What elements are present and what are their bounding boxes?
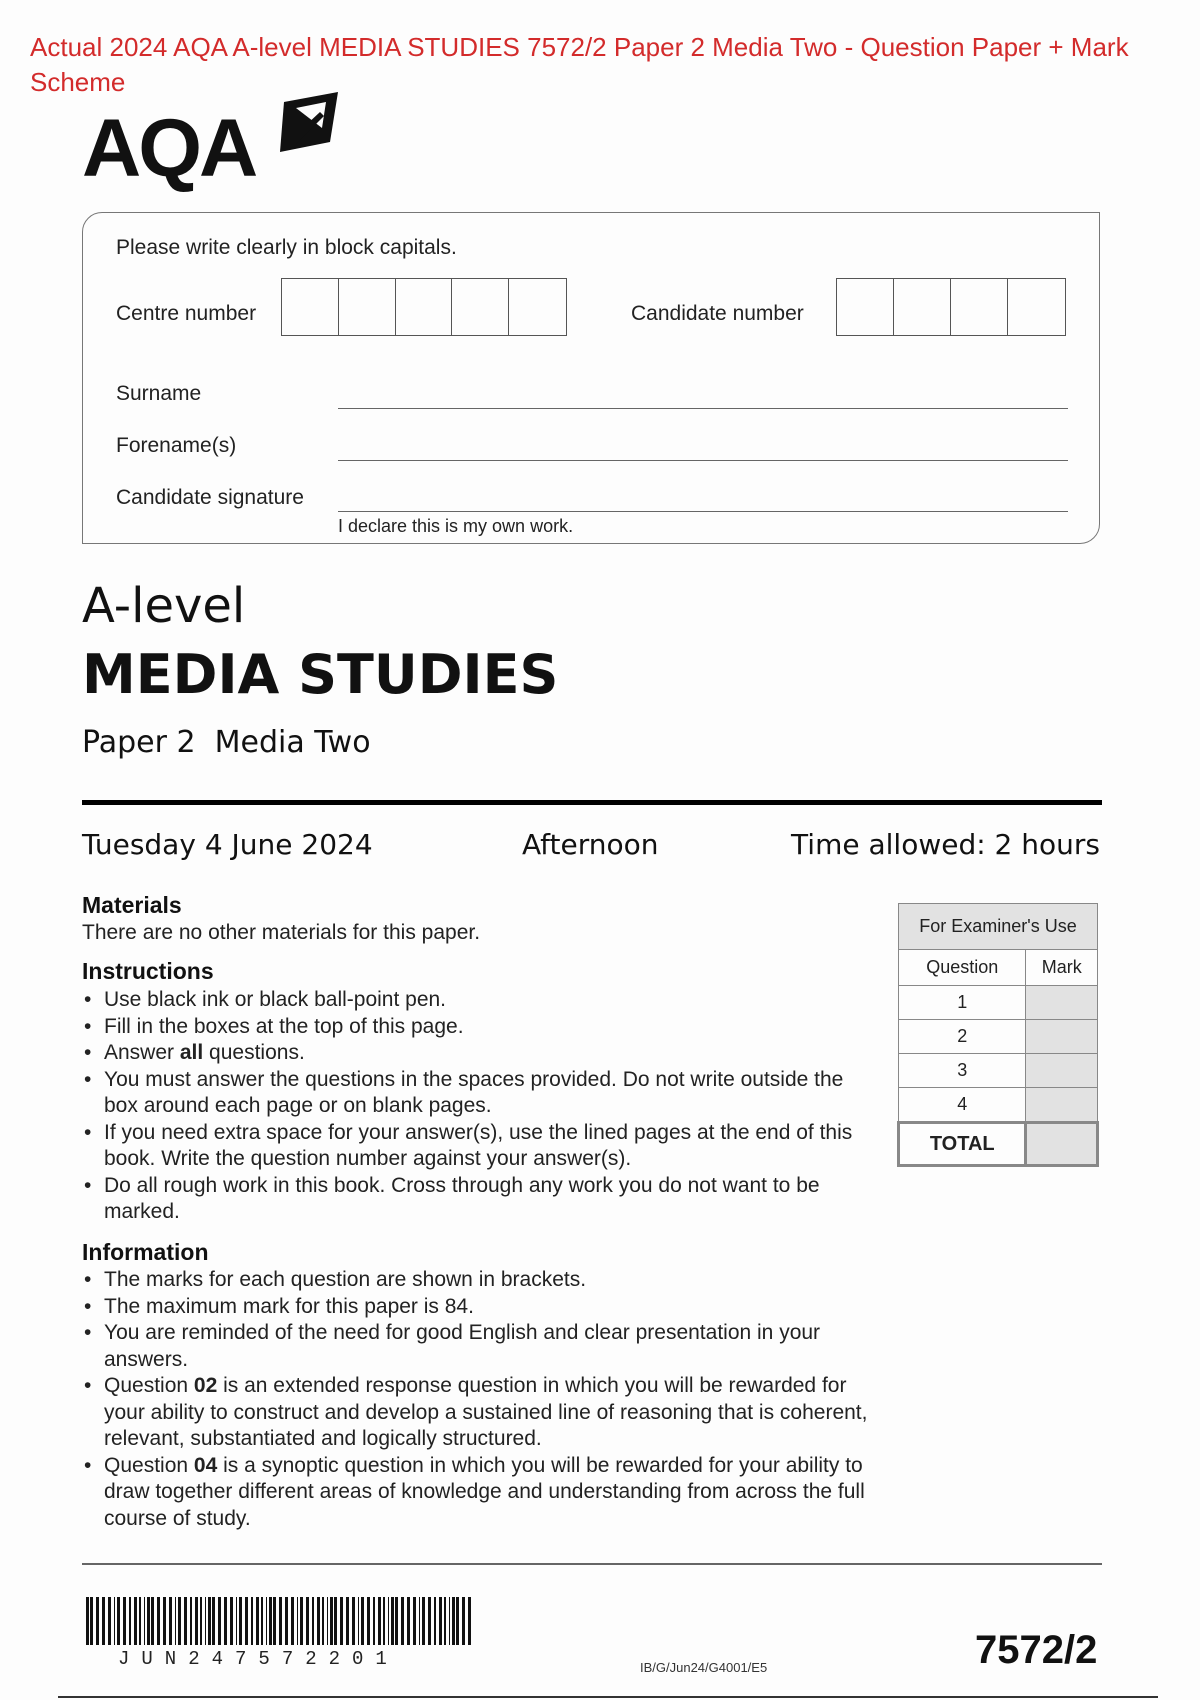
examiner-use-table — [897, 903, 1099, 1167]
barcode-bar — [444, 1597, 446, 1645]
qualification-level: A-level — [82, 578, 246, 634]
barcode-bar — [352, 1597, 355, 1645]
barcode-bar — [144, 1597, 145, 1645]
time-allowed: Time allowed: 2 hours — [791, 828, 1100, 861]
barcode-bar — [456, 1597, 459, 1645]
barcode-bar — [245, 1597, 248, 1645]
barcode-bar — [102, 1597, 105, 1645]
barcode-bar — [452, 1597, 455, 1645]
forename-label: Forename(s) — [116, 434, 237, 457]
barcode-bar — [163, 1597, 166, 1645]
barcode-bar — [317, 1597, 320, 1645]
exam-session: Afternoon — [522, 828, 659, 861]
barcode-bar — [439, 1597, 442, 1645]
list-item: • You are reminded of the need for good English and clear presentation in your answers. — [82, 1320, 892, 1373]
barcode-bar — [86, 1597, 89, 1645]
document-title: Actual 2024 AQA A-level MEDIA STUDIES 7572/2 Paper 2 Media Two - Question Paper + Mark Scheme — [30, 32, 1129, 97]
barcode-bar — [395, 1597, 398, 1645]
instructions-list — [82, 987, 882, 1226]
barcode-bar — [434, 1597, 436, 1645]
divider — [82, 800, 1102, 805]
information-heading: Information — [82, 1239, 209, 1265]
barcode-bar — [413, 1597, 416, 1645]
mark-cell — [1026, 1054, 1098, 1088]
barcode-bar — [108, 1597, 111, 1645]
barcode-bar — [157, 1597, 160, 1645]
centre-number-boxes[interactable] — [281, 278, 567, 336]
list-item: • Answer all questions. — [82, 1040, 882, 1067]
barcode-bar — [358, 1597, 359, 1645]
mark-cell — [1026, 986, 1098, 1020]
barcode-bar — [224, 1597, 227, 1645]
document-reference: IB/G/Jun24/G4001/E5 — [640, 1660, 768, 1675]
candidate-number-label: Candidate number — [631, 302, 804, 325]
barcode-bar — [462, 1597, 465, 1645]
barcode-bar — [175, 1597, 176, 1645]
list-item: • Question 04 is a synoptic question in which you will be rewarded for your ability to draw together different areas of knowledge and understanding from across the full course of study. — [82, 1453, 892, 1533]
examiner-table-title: For Examiner's Use — [899, 904, 1098, 950]
barcode-bar — [218, 1597, 221, 1645]
barcode-bar — [373, 1597, 375, 1645]
centre-number-label: Centre number — [116, 302, 257, 325]
aqa-flag-icon — [280, 92, 356, 154]
list-item: • The marks for each question are shown in brackets. — [82, 1267, 892, 1294]
subject-name: MEDIA STUDIES — [82, 643, 559, 706]
barcode-bar — [330, 1597, 333, 1645]
barcode-bar — [306, 1597, 309, 1645]
barcode-bar — [134, 1597, 137, 1645]
question-number: 4 — [899, 1088, 1026, 1123]
barcode-bar — [449, 1597, 450, 1645]
barcode-bar — [383, 1597, 385, 1645]
barcode — [86, 1597, 472, 1652]
barcode-bar — [96, 1597, 99, 1645]
barcode-bar — [312, 1597, 314, 1645]
block-capitals-instruction: Please write clearly in block capitals. — [116, 236, 457, 259]
candidate-digit-box[interactable] — [1008, 279, 1065, 335]
question-number: 1 — [899, 986, 1026, 1020]
declaration-text: I declare this is my own work. — [338, 516, 574, 536]
barcode-bar — [205, 1597, 206, 1645]
barcode-bar — [422, 1597, 425, 1645]
barcode-bar — [117, 1597, 120, 1645]
barcode-bar — [239, 1597, 242, 1645]
barcode-bar — [208, 1597, 211, 1645]
exam-date: Tuesday 4 June 2024 — [82, 828, 373, 861]
list-item: • Fill in the boxes at the top of this page. — [82, 1014, 882, 1041]
barcode-bar — [129, 1597, 131, 1645]
surname-field[interactable] — [338, 408, 1068, 409]
list-item: • Use black ink or black ball-point pen. — [82, 987, 882, 1014]
page-edge — [58, 1696, 1158, 1698]
barcode-bar — [236, 1597, 237, 1645]
barcode-bar — [230, 1597, 233, 1645]
mark-column-header: Mark — [1026, 950, 1098, 986]
list-item: • Do all rough work in this book. Cross through any work you do not want to be marked. — [82, 1173, 882, 1226]
barcode-bar — [178, 1597, 181, 1645]
total-label: TOTAL — [899, 1123, 1026, 1166]
barcode-bar — [378, 1597, 381, 1645]
barcode-bar — [361, 1597, 364, 1645]
barcode-bar — [419, 1597, 420, 1645]
centre-digit-box[interactable] — [452, 279, 509, 335]
barcode-bar — [266, 1597, 267, 1645]
mark-cell — [1026, 1088, 1098, 1123]
barcode-bar — [195, 1597, 198, 1645]
barcode-bar — [151, 1597, 154, 1645]
barcode-bar — [401, 1597, 404, 1645]
barcode-bar — [114, 1597, 115, 1645]
barcode-bar — [139, 1597, 141, 1645]
list-item: • You must answer the questions in the spaces provided. Do not write outside the box around each page or on blank pages. — [82, 1067, 882, 1120]
question-number: 3 — [899, 1054, 1026, 1088]
barcode-bar — [251, 1597, 253, 1645]
signature-field[interactable] — [338, 511, 1068, 512]
barcode-bar — [367, 1597, 370, 1645]
list-item: • If you need extra space for your answer(s), use the lined pages at the end of this book. Write the question number against your answer(s). — [82, 1120, 882, 1173]
barcode-bar — [428, 1597, 431, 1645]
list-item: • The maximum mark for this paper is 84. — [82, 1294, 892, 1321]
materials-heading: Materials — [82, 892, 182, 918]
barcode-bar — [327, 1597, 328, 1645]
footer-divider — [82, 1563, 1102, 1565]
candidate-number-boxes[interactable] — [836, 278, 1066, 336]
centre-digit-box[interactable] — [339, 279, 396, 335]
barcode-bar — [212, 1597, 215, 1645]
barcode-bar — [147, 1597, 150, 1645]
paper-name: Paper 2 Media Two — [82, 725, 371, 760]
candidate-digit-box[interactable] — [951, 279, 1008, 335]
surname-label: Surname — [116, 382, 202, 405]
barcode-bar — [200, 1597, 202, 1645]
barcode-bar — [190, 1597, 192, 1645]
mark-cell — [1026, 1020, 1098, 1054]
centre-digit-box[interactable] — [282, 279, 339, 335]
candidate-digit-box[interactable] — [837, 279, 894, 335]
paper-code: 7572/2 — [975, 1628, 1098, 1672]
barcode-bar — [300, 1597, 303, 1645]
materials-text: There are no other materials for this paper. — [82, 921, 481, 944]
total-mark-cell — [1026, 1123, 1098, 1166]
barcode-bar — [261, 1597, 263, 1645]
list-item: • Question 02 is an extended response question in which you will be rewarded for your ability to construct and develop a sustained line of reasoning that is coherent, relevant, substantiated and logically structured. — [82, 1373, 892, 1453]
barcode-bar — [391, 1597, 394, 1645]
question-number: 2 — [899, 1020, 1026, 1054]
barcode-bar — [346, 1597, 349, 1645]
information-list — [82, 1267, 892, 1532]
aqa-logo — [82, 90, 352, 194]
barcode-bar — [256, 1597, 259, 1645]
signature-label: Candidate signature — [116, 486, 304, 509]
barcode-bar — [468, 1597, 471, 1645]
barcode-bar — [407, 1597, 410, 1645]
barcode-bar — [297, 1597, 298, 1645]
barcode-bar — [340, 1597, 343, 1645]
instructions-heading: Instructions — [82, 958, 214, 984]
barcode-bar — [334, 1597, 337, 1645]
barcode-bar — [90, 1597, 93, 1645]
barcode-bar — [169, 1597, 172, 1645]
barcode-bar — [184, 1597, 187, 1645]
barcode-bar — [322, 1597, 324, 1645]
aqa-logo-text: AQA — [82, 103, 256, 194]
centre-digit-box[interactable] — [396, 279, 453, 335]
barcode-bar — [388, 1597, 389, 1645]
forename-field[interactable] — [338, 460, 1068, 461]
barcode-bar — [285, 1597, 288, 1645]
barcode-bar — [123, 1597, 126, 1645]
candidate-digit-box[interactable] — [894, 279, 951, 335]
centre-digit-box[interactable] — [509, 279, 566, 335]
barcode-digits: JUN247572201 — [118, 1648, 399, 1670]
barcode-bar — [269, 1597, 272, 1645]
question-column-header: Question — [899, 950, 1026, 986]
barcode-bar — [291, 1597, 294, 1645]
barcode-bar — [279, 1597, 282, 1645]
barcode-bar — [273, 1597, 276, 1645]
